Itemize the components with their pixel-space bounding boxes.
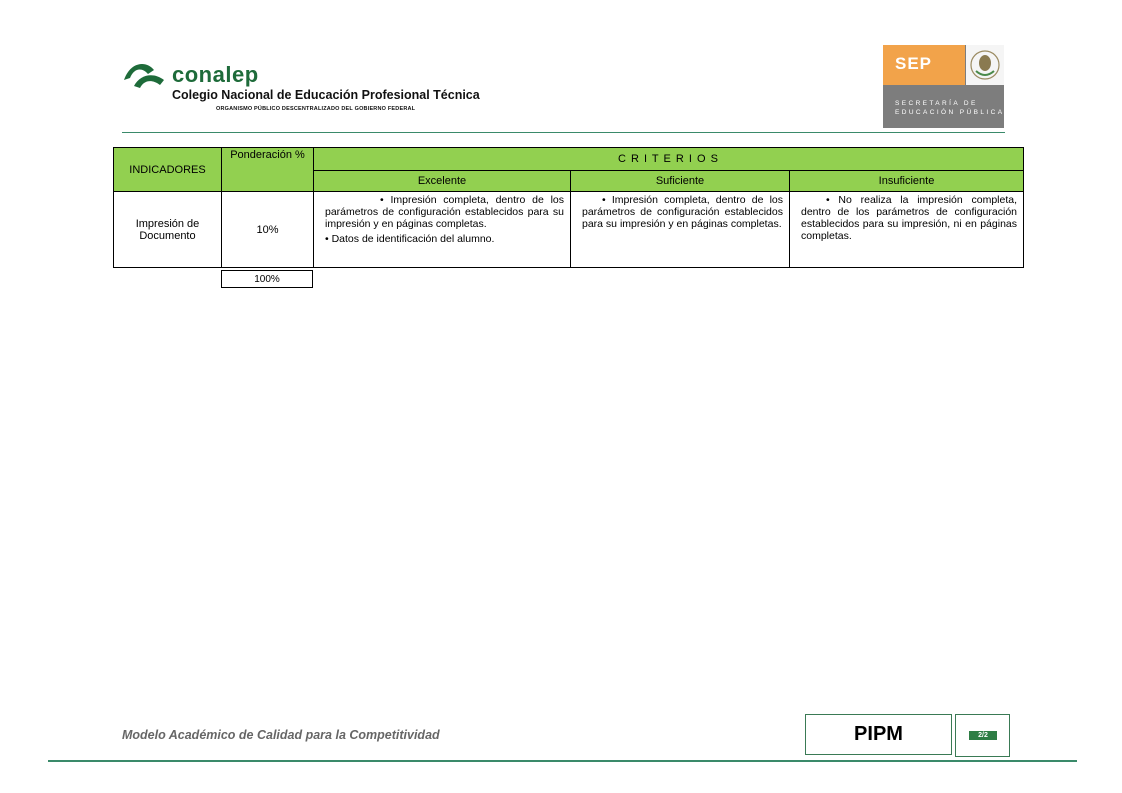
indicator-cell: Impresión de Documento <box>114 192 222 268</box>
header-divider <box>122 132 1005 133</box>
weight-cell: 10% <box>222 192 314 268</box>
institution-name: Colegio Nacional de Educación Profesional Técnica <box>172 88 480 102</box>
table-row <box>114 192 1024 268</box>
sep-caption-line1: SECRETARÍA DE <box>895 100 978 107</box>
excellent-criterion-1: • Impresión completa, dentro de los parámetros de configuración establecidos para su impresión y en páginas completas. <box>325 194 564 230</box>
sufficient-cell <box>571 192 790 268</box>
header-weight: Ponderación % <box>222 148 314 192</box>
level-insufficient: Insuficiente <box>790 171 1024 192</box>
national-seal-icon <box>966 45 1004 85</box>
conalep-emblem-icon <box>120 58 170 94</box>
excellent-criterion-2: • Datos de identificación del alumno. <box>325 233 495 245</box>
module-tag-box <box>955 714 1010 757</box>
header-indicators: INDICADORES <box>114 148 222 192</box>
model-text: Modelo Académico de Calidad para la Competitividad <box>122 728 440 742</box>
sep-label-block <box>883 45 965 85</box>
sep-caption-line2: EDUCACIÓN PÚBLICA <box>895 109 1005 116</box>
conalep-logo <box>120 58 480 118</box>
level-sufficient: Suficiente <box>571 171 790 192</box>
insufficient-cell <box>790 192 1024 268</box>
total-weight: 100% <box>221 270 313 288</box>
module-code: PIPM <box>805 714 952 755</box>
level-excellent: Excelente <box>314 171 571 192</box>
sep-label: SEP <box>895 54 933 73</box>
footer-divider <box>48 760 1077 762</box>
rubric-table <box>113 147 1024 268</box>
insufficient-criterion: • No realiza la impresión completa, dentro de los parámetros de configuración establecidos para su impresión, ni en páginas completas. <box>801 194 1017 242</box>
header-criteria: C R I T E R I O S <box>314 148 1024 171</box>
module-tag: 2/2 <box>969 731 997 740</box>
sep-logo <box>883 45 1004 128</box>
excellent-cell <box>314 192 571 268</box>
logo-word: conalep <box>172 62 259 87</box>
sufficient-criterion: • Impresión completa, dentro de los parámetros de configuración establecidos para su impresión y en páginas completas. <box>582 194 783 230</box>
institution-subtitle: ORGANISMO PÚBLICO DESCENTRALIZADO DEL GOBIERNO FEDERAL <box>216 106 416 112</box>
